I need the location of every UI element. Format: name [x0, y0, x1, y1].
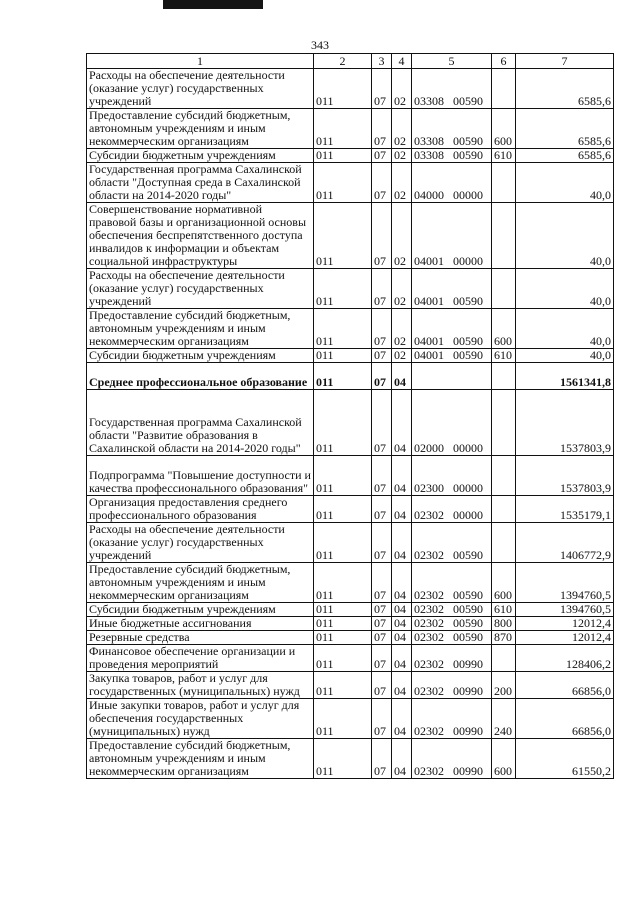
row-rz: 07 [372, 699, 392, 739]
row-pr: 04 [392, 603, 412, 617]
row-csr: 02302 00590 [412, 523, 492, 563]
row-gr: 011 [314, 496, 372, 523]
row-gr: 011 [314, 109, 372, 149]
row-amount: 66856,0 [516, 699, 614, 739]
row-name: Субсидии бюджетным учреждениям [87, 349, 314, 363]
row-csr: 03308 00590 [412, 149, 492, 163]
row-rz: 07 [372, 149, 392, 163]
table-row [87, 617, 614, 631]
row-rz: 07 [372, 269, 392, 309]
row-amount: 1394760,5 [516, 603, 614, 617]
row-rz: 07 [372, 739, 392, 779]
row-amount: 6585,6 [516, 109, 614, 149]
row-csr: 02302 00590 [412, 603, 492, 617]
row-name: Субсидии бюджетным учреждениям [87, 149, 314, 163]
row-vr: 610 [492, 603, 516, 617]
row-gr: 011 [314, 390, 372, 456]
row-vr: 800 [492, 617, 516, 631]
row-gr: 011 [314, 163, 372, 203]
row-name: Среднее профессиональное образование [87, 363, 314, 390]
row-csr: 02302 00590 [412, 617, 492, 631]
row-pr: 02 [392, 203, 412, 269]
page-number: 343 [311, 38, 329, 52]
row-csr: 03308 00590 [412, 69, 492, 109]
row-pr: 04 [392, 363, 412, 390]
row-csr: 04001 00590 [412, 269, 492, 309]
row-rz: 07 [372, 349, 392, 363]
row-pr: 02 [392, 269, 412, 309]
row-csr: 04000 00000 [412, 163, 492, 203]
row-pr: 04 [392, 631, 412, 645]
row-pr: 02 [392, 69, 412, 109]
table-row [87, 603, 614, 617]
header-col-4: 4 [392, 54, 412, 69]
row-csr: 04001 00000 [412, 203, 492, 269]
row-rz: 07 [372, 523, 392, 563]
row-csr: 02302 00990 [412, 699, 492, 739]
row-pr: 04 [392, 617, 412, 631]
header-col-3: 3 [372, 54, 392, 69]
row-gr: 011 [314, 309, 372, 349]
table-row [87, 456, 614, 496]
table-row [87, 523, 614, 563]
row-vr [492, 523, 516, 563]
row-vr [492, 163, 516, 203]
row-amount: 1406772,9 [516, 523, 614, 563]
header-col-2: 2 [314, 54, 372, 69]
row-vr: 200 [492, 672, 516, 699]
row-rz: 07 [372, 672, 392, 699]
row-amount: 6585,6 [516, 69, 614, 109]
row-name: Государственная программа Сахалинской области "Развитие образования в Сахалинской области на 2014-2020 годы" [87, 390, 314, 456]
row-gr: 011 [314, 699, 372, 739]
row-amount: 40,0 [516, 309, 614, 349]
row-gr: 011 [314, 631, 372, 645]
row-pr: 04 [392, 739, 412, 779]
row-pr: 02 [392, 309, 412, 349]
row-gr: 011 [314, 149, 372, 163]
row-amount: 66856,0 [516, 672, 614, 699]
row-pr: 04 [392, 563, 412, 603]
row-vr [492, 645, 516, 672]
row-amount: 6585,6 [516, 149, 614, 163]
row-amount: 40,0 [516, 163, 614, 203]
row-vr: 600 [492, 739, 516, 779]
row-vr: 870 [492, 631, 516, 645]
row-csr: 02302 00990 [412, 645, 492, 672]
row-rz: 07 [372, 456, 392, 496]
row-rz: 07 [372, 109, 392, 149]
row-amount: 1561341,8 [516, 363, 614, 390]
row-vr: 610 [492, 149, 516, 163]
header-col-6: 6 [492, 54, 516, 69]
row-gr: 011 [314, 523, 372, 563]
row-amount: 12012,4 [516, 617, 614, 631]
row-csr: 02300 00000 [412, 456, 492, 496]
row-vr [492, 269, 516, 309]
row-pr: 04 [392, 523, 412, 563]
row-csr: 02302 00590 [412, 563, 492, 603]
table-row [87, 739, 614, 779]
row-rz: 07 [372, 69, 392, 109]
table-row [87, 390, 614, 456]
table-row [87, 69, 614, 109]
row-gr: 011 [314, 203, 372, 269]
row-csr: 04001 00590 [412, 349, 492, 363]
row-csr: 02302 00000 [412, 496, 492, 523]
row-vr [492, 496, 516, 523]
row-amount: 128406,2 [516, 645, 614, 672]
row-pr: 02 [392, 149, 412, 163]
table-row [87, 309, 614, 349]
row-name: Совершенствование нормативной правовой базы и организационной основы обеспечения беспрепятственного доступа инвалидов к информации и объектам социальной инфраструктуры [87, 203, 314, 269]
table-row [87, 203, 614, 269]
row-name: Расходы на обеспечение деятельности (оказание услуг) государственных учреждений [87, 523, 314, 563]
header-col-5: 5 [412, 54, 492, 69]
row-pr: 04 [392, 456, 412, 496]
row-rz: 07 [372, 631, 392, 645]
row-rz: 07 [372, 309, 392, 349]
row-gr: 011 [314, 363, 372, 390]
row-rz: 07 [372, 496, 392, 523]
row-pr: 02 [392, 109, 412, 149]
row-pr: 04 [392, 496, 412, 523]
row-gr: 011 [314, 645, 372, 672]
row-vr: 240 [492, 699, 516, 739]
redaction-bar [163, 0, 263, 9]
row-gr: 011 [314, 603, 372, 617]
row-csr: 02302 00990 [412, 672, 492, 699]
row-amount: 40,0 [516, 349, 614, 363]
row-rz: 07 [372, 617, 392, 631]
row-name: Субсидии бюджетным учреждениям [87, 603, 314, 617]
row-pr: 04 [392, 645, 412, 672]
row-gr: 011 [314, 739, 372, 779]
table-row [87, 645, 614, 672]
budget-table [86, 53, 614, 779]
row-vr: 600 [492, 563, 516, 603]
row-amount: 12012,4 [516, 631, 614, 645]
row-rz: 07 [372, 163, 392, 203]
row-name: Организация предоставления среднего профессионального образования [87, 496, 314, 523]
table-row [87, 349, 614, 363]
row-name: Подпрограмма "Повышение доступности и качества профессионального образования" [87, 456, 314, 496]
header-row [87, 54, 614, 69]
row-name: Финансовое обеспечение организации и проведения мероприятий [87, 645, 314, 672]
row-amount: 1394760,5 [516, 563, 614, 603]
row-rz: 07 [372, 390, 392, 456]
row-pr: 04 [392, 390, 412, 456]
row-csr: 03308 00590 [412, 109, 492, 149]
header-col-1: 1 [87, 54, 314, 69]
row-amount: 40,0 [516, 269, 614, 309]
row-name: Предоставление субсидий бюджетным, автономным учреждениям и иным некоммерческим организациям [87, 563, 314, 603]
row-gr: 011 [314, 617, 372, 631]
row-csr: 02302 00990 [412, 739, 492, 779]
table-row [87, 109, 614, 149]
row-name: Расходы на обеспечение деятельности (оказание услуг) государственных учреждений [87, 269, 314, 309]
header-col-7: 7 [516, 54, 614, 69]
table-row [87, 631, 614, 645]
table-row [87, 149, 614, 163]
row-rz: 07 [372, 645, 392, 672]
row-csr: 04001 00590 [412, 309, 492, 349]
row-pr: 04 [392, 672, 412, 699]
row-gr: 011 [314, 69, 372, 109]
row-vr: 600 [492, 309, 516, 349]
table-row [87, 672, 614, 699]
row-rz: 07 [372, 563, 392, 603]
table-row [87, 163, 614, 203]
row-amount: 1537803,9 [516, 456, 614, 496]
row-vr [492, 69, 516, 109]
row-vr: 600 [492, 109, 516, 149]
table-row [87, 269, 614, 309]
row-gr: 011 [314, 672, 372, 699]
row-name: Иные бюджетные ассигнования [87, 617, 314, 631]
row-name: Предоставление субсидий бюджетным, автономным учреждениям и иным некоммерческим организациям [87, 739, 314, 779]
row-amount: 1535179,1 [516, 496, 614, 523]
row-name: Расходы на обеспечение деятельности (оказание услуг) государственных учреждений [87, 69, 314, 109]
row-pr: 04 [392, 699, 412, 739]
row-amount: 40,0 [516, 203, 614, 269]
row-name: Предоставление субсидий бюджетным, автономным учреждениям и иным некоммерческим организациям [87, 309, 314, 349]
row-pr: 02 [392, 163, 412, 203]
row-gr: 011 [314, 456, 372, 496]
row-rz: 07 [372, 603, 392, 617]
row-name: Закупка товаров, работ и услуг для государственных (муниципальных) нужд [87, 672, 314, 699]
table-row [87, 699, 614, 739]
table-row [87, 496, 614, 523]
row-rz: 07 [372, 203, 392, 269]
row-name: Резервные средства [87, 631, 314, 645]
row-name: Государственная программа Сахалинской области "Доступная среда в Сахалинской области на 2014-2020 годы" [87, 163, 314, 203]
row-csr: 02302 00590 [412, 631, 492, 645]
row-name: Иные закупки товаров, работ и услуг для обеспечения государственных (муниципальных) нужд [87, 699, 314, 739]
row-pr: 02 [392, 349, 412, 363]
row-vr: 610 [492, 349, 516, 363]
row-gr: 011 [314, 563, 372, 603]
row-amount: 61550,2 [516, 739, 614, 779]
row-csr [412, 363, 492, 390]
row-csr: 02000 00000 [412, 390, 492, 456]
table-row [87, 563, 614, 603]
row-vr [492, 363, 516, 390]
row-gr: 011 [314, 269, 372, 309]
row-amount: 1537803,9 [516, 390, 614, 456]
table-row [87, 363, 614, 390]
row-vr [492, 390, 516, 456]
row-vr [492, 203, 516, 269]
row-gr: 011 [314, 349, 372, 363]
row-name: Предоставление субсидий бюджетным, автономным учреждениям и иным некоммерческим организациям [87, 109, 314, 149]
row-vr [492, 456, 516, 496]
row-rz: 07 [372, 363, 392, 390]
